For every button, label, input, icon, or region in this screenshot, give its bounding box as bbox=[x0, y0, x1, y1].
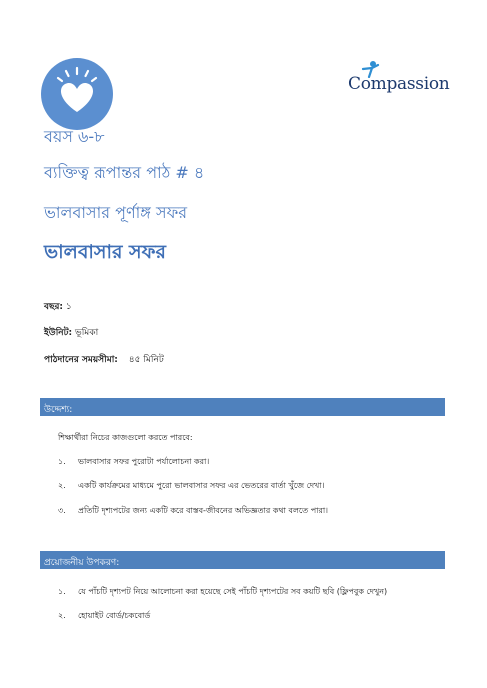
unit-line bbox=[44, 325, 98, 340]
material-number: ২. bbox=[58, 611, 66, 620]
year-value: ১ bbox=[65, 302, 72, 312]
material-item: যে পাঁচটি দৃশ্যপট নিয়ে আলোচনা করা হয়েছে সেই পাঁচটি দৃশ্যপটের সব কয়টি ছবি (ফ্লিপবুক দেখুন) bbox=[78, 587, 388, 596]
compassion-logo bbox=[344, 60, 450, 100]
lesson-heading: ব্যক্তিত্ব রূপান্তর পাঠ # ৪ bbox=[44, 163, 205, 182]
objective-number: ৩. bbox=[58, 506, 66, 515]
unit-value: ভূমিকা bbox=[75, 328, 99, 338]
material-number: ১. bbox=[58, 587, 66, 596]
objective-item: ভালবাসার সফর পুরোটা পর্যালোচনা করা। bbox=[78, 457, 210, 466]
materials-heading-bar bbox=[40, 551, 445, 569]
age-heading: বয়স ৬-৮ bbox=[44, 127, 105, 146]
heart-icon bbox=[41, 58, 113, 130]
year-label: বছর: bbox=[44, 302, 64, 312]
objective-item: প্রতিটি দৃশ্যপটের জন্য একটি করে বাস্তব-জীবনের অভিজ্ঞতার কথা বলতে পারা। bbox=[78, 506, 329, 515]
heart-logo bbox=[41, 58, 113, 130]
time-label: পাঠদানের সময়সীমা: bbox=[44, 355, 118, 365]
objective-item: একটি কার্যক্রমের মাধ্যমে পুরো ভালবাসার সফর এর ভেতরের বার্তা খুঁজে দেখা। bbox=[78, 481, 325, 490]
objective-number: ২. bbox=[58, 481, 66, 490]
brand-name: Compassion bbox=[348, 74, 450, 94]
subtitle-heading: ভালবাসার পূর্ণাঙ্গ সফর bbox=[44, 203, 188, 222]
material-item: হোয়াইট বোর্ড/চকবোর্ড bbox=[78, 611, 151, 620]
year-line bbox=[44, 299, 72, 314]
objectives-heading: উদ্দেশ্য: bbox=[44, 405, 73, 415]
objectives-intro: শিক্ষার্থীরা নিচের কাজগুলো করতে পারবে: bbox=[58, 433, 193, 442]
time-value: ৪৫ মিনিট bbox=[128, 355, 164, 365]
objective-number: ১. bbox=[58, 457, 66, 466]
time-line bbox=[44, 352, 164, 367]
materials-heading: প্রয়োজনীয় উপকরণ: bbox=[44, 558, 120, 568]
page-title: ভালবাসার সফর bbox=[44, 241, 166, 263]
unit-label: ইউনিট: bbox=[44, 328, 73, 338]
objectives-heading-bar bbox=[40, 398, 445, 416]
